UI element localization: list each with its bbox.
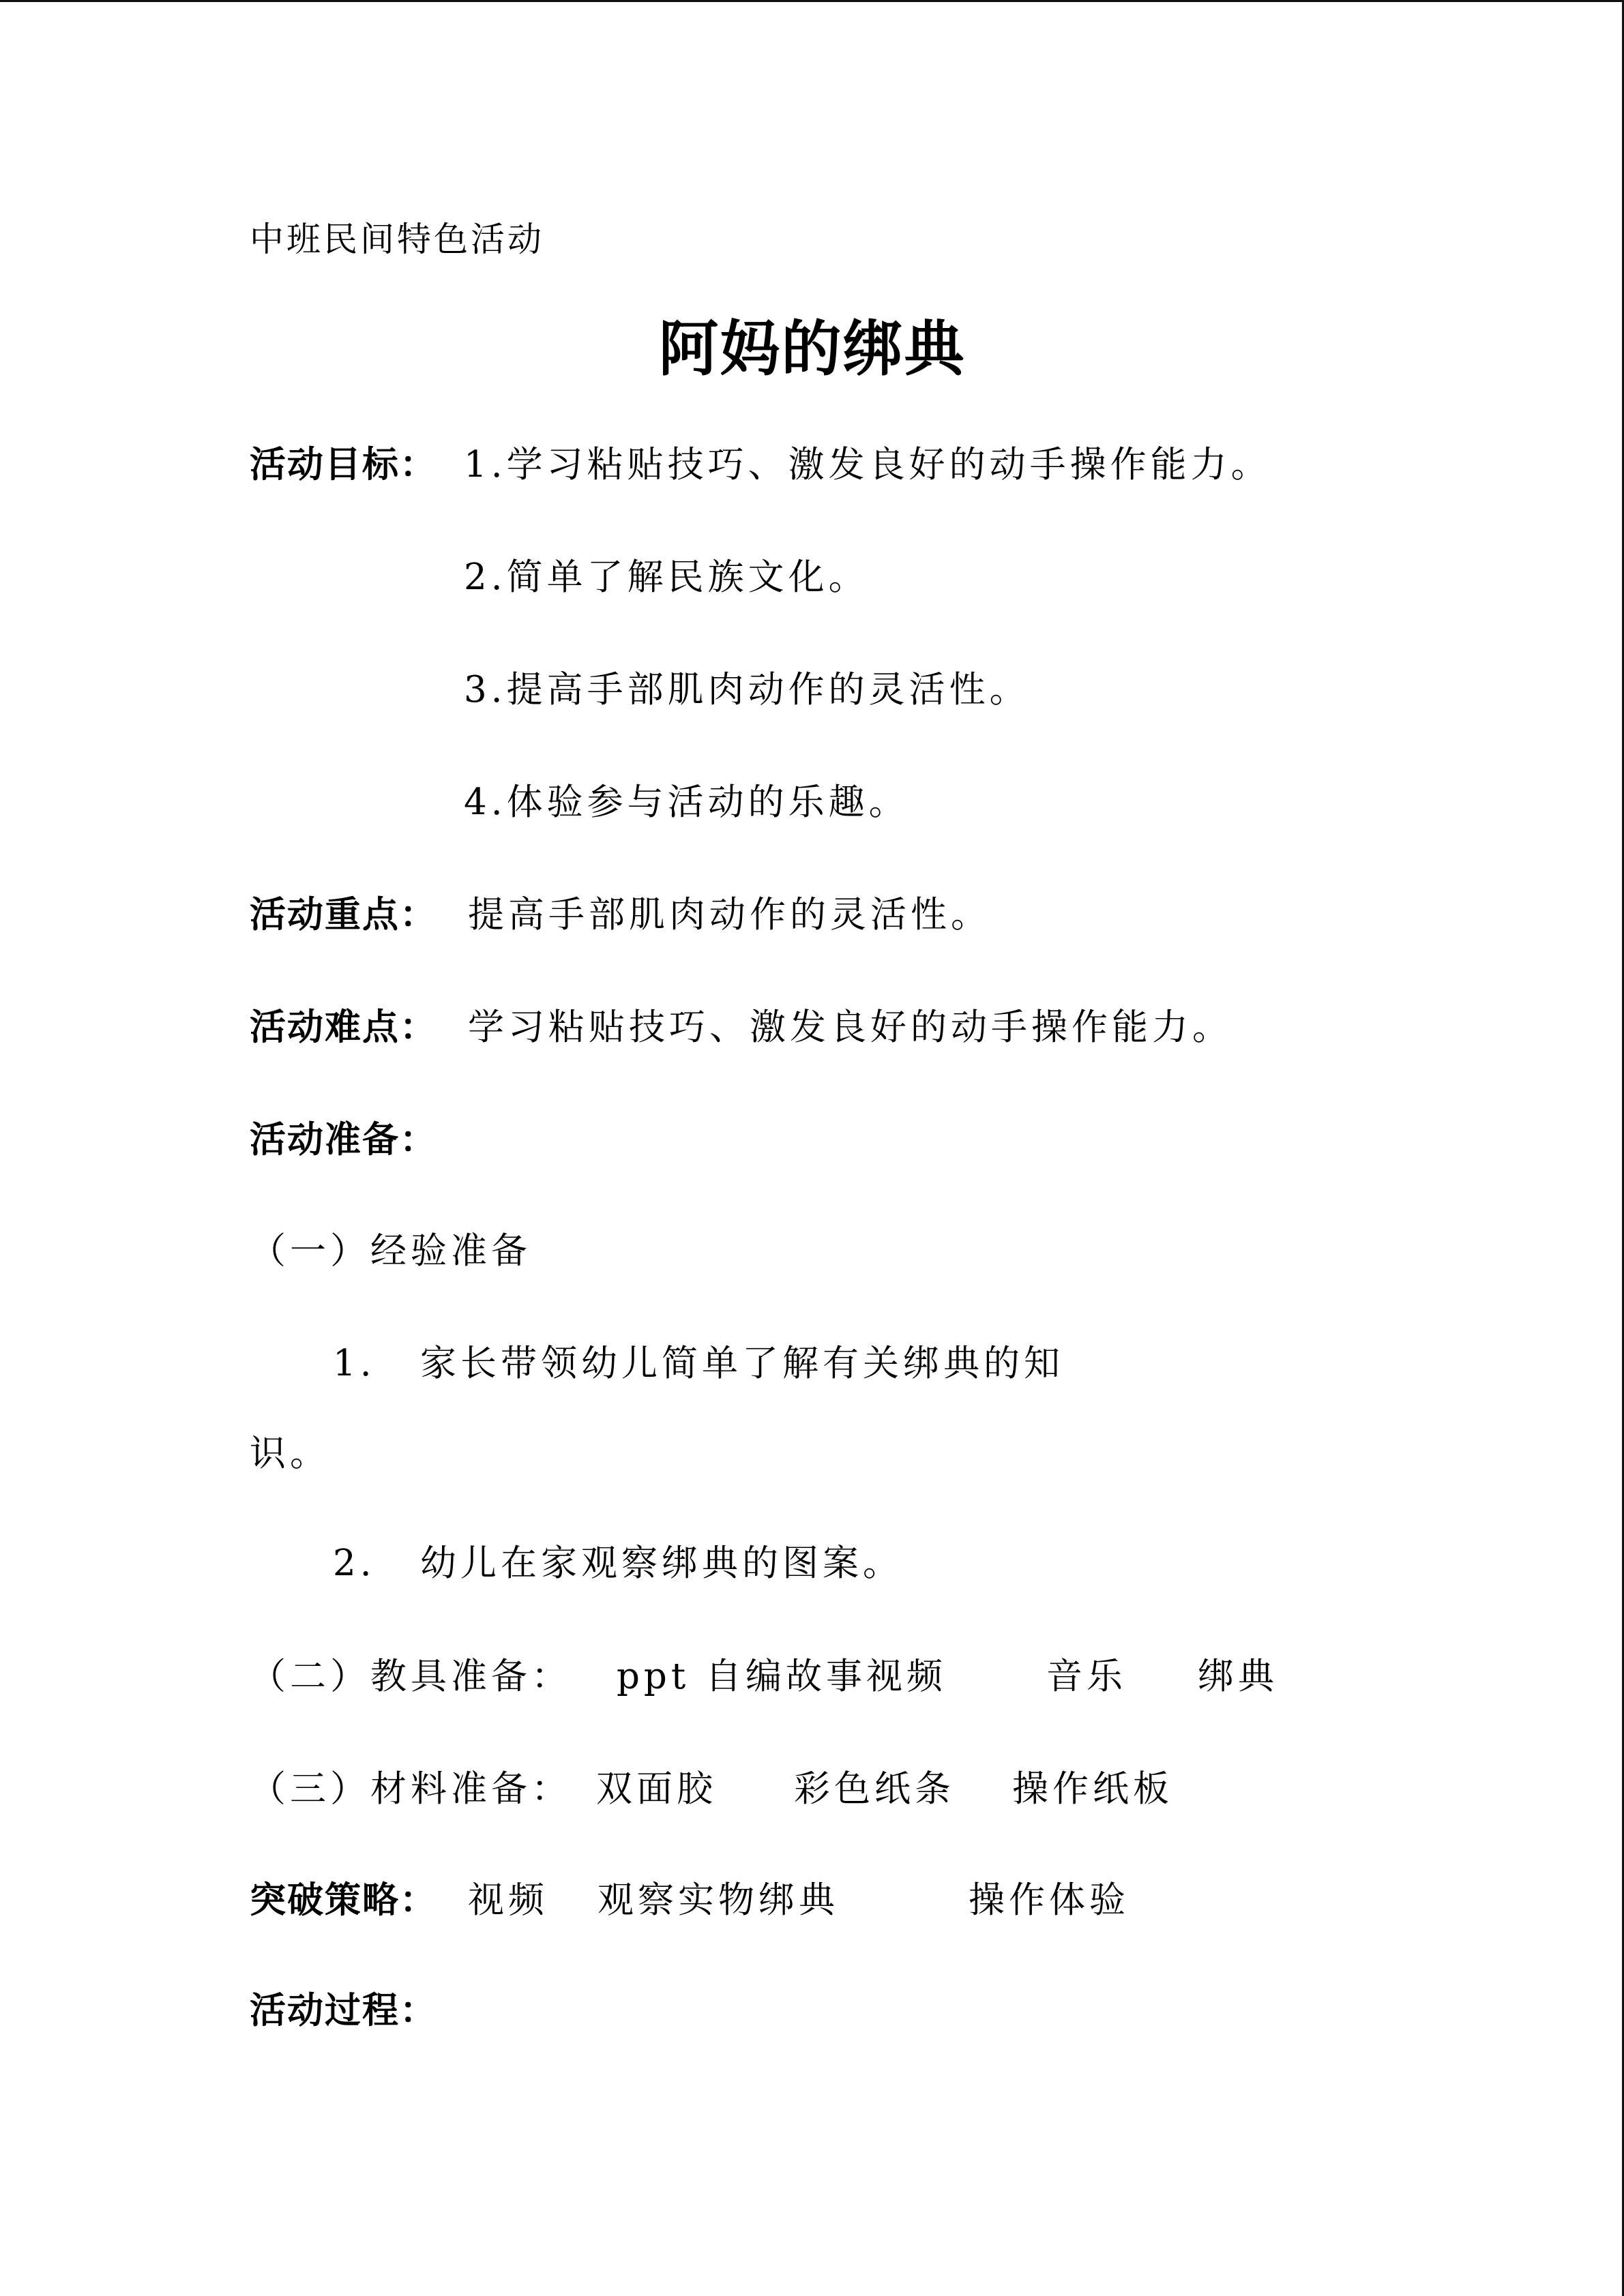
document-header: 中班民间特色活动 (250, 220, 544, 259)
materials-heading: （三）材料准备： (250, 1768, 572, 1810)
document-title: 阿妈的绑典 (658, 314, 966, 384)
strategy-item-2: 观察实物绑典 (597, 1879, 839, 1921)
experience-item-2-text: 幼儿在家观察绑典的图案。 (420, 1542, 903, 1584)
teaching-aid-item-1: ppt 自编故事视频 (617, 1656, 947, 1697)
process-label: 活动过程： (250, 1990, 437, 2031)
difficulty-label: 活动难点： (250, 1007, 437, 1048)
top-border-line (0, 0, 1624, 2)
preparation-label: 活动准备： (250, 1119, 437, 1161)
material-item-3: 操作纸板 (1012, 1768, 1173, 1810)
teaching-aid-item-3: 绑典 (1198, 1656, 1278, 1697)
strategy-item-1: 视频 (468, 1879, 548, 1921)
material-item-2: 彩色纸条 (794, 1768, 955, 1810)
material-item-1: 双面胶 (596, 1768, 717, 1810)
focus-text: 提高手部肌肉动作的灵活性。 (468, 894, 991, 936)
strategy-label: 突破策略： (250, 1879, 437, 1921)
goal-item-2: 2.简单了解民族文化。 (464, 556, 869, 598)
teaching-aids-heading: （二）教具准备： (250, 1656, 572, 1697)
difficulty-text: 学习粘贴技巧、激发良好的动手操作能力。 (468, 1007, 1232, 1048)
focus-label: 活动重点： (250, 894, 437, 936)
experience-item-1-continuation: 识。 (250, 1433, 330, 1474)
goals-label: 活动目标： (250, 444, 437, 486)
goal-item-1: 1.学习粘贴技巧、激发良好的动手操作能力。 (464, 444, 1271, 486)
experience-item-2-number: 2. (333, 1542, 376, 1584)
experience-item-1-text: 家长带领幼儿简单了解有关绑典的知 (420, 1343, 1064, 1384)
strategy-item-3: 操作体验 (969, 1879, 1130, 1921)
goal-item-3: 3.提高手部肌肉动作的灵活性。 (464, 669, 1030, 711)
experience-item-1-number: 1. (333, 1343, 376, 1384)
experience-heading: （一）经验准备 (250, 1230, 531, 1272)
goal-item-4: 4.体验参与活动的乐趣。 (464, 781, 909, 823)
teaching-aid-item-2: 音乐 (1046, 1656, 1127, 1697)
